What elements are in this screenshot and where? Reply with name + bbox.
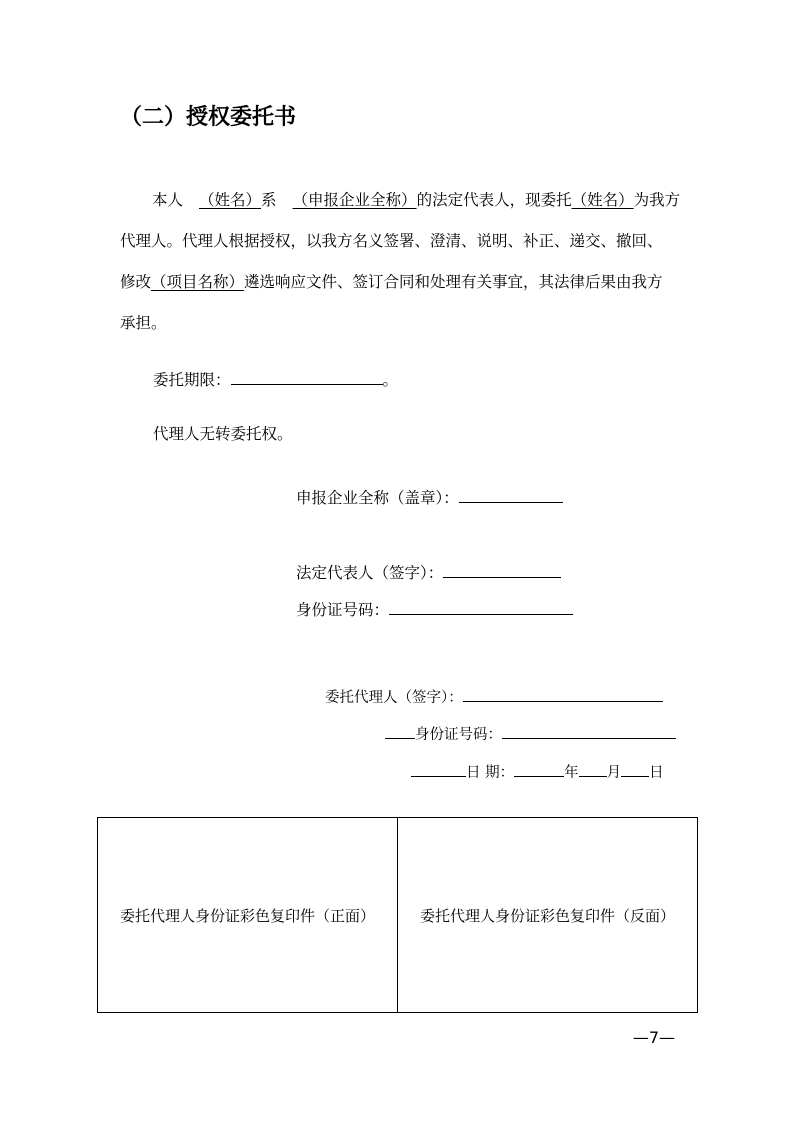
text-segment: 的法定代表人，现委托 <box>416 191 572 209</box>
agent-name-field: （姓名） <box>571 191 634 209</box>
id-copy-table <box>97 817 698 1013</box>
id-copy-back-cell: 委托代理人身份证彩色复印件（反面） <box>398 818 698 1013</box>
term-label: 委托期限： <box>153 371 231 389</box>
legal-rep-line <box>296 561 561 583</box>
term-end: 。 <box>382 371 399 389</box>
text-segment: 为我方 <box>633 191 681 209</box>
company-name-field: （申报企业全称） <box>292 191 417 209</box>
principal-name-field: （姓名） <box>199 191 262 209</box>
agent-sign-blank <box>463 686 663 702</box>
day-label: 日 <box>649 765 664 781</box>
year-label: 年 <box>564 765 579 781</box>
paragraph-line-4: 承担。 <box>120 314 167 332</box>
company-seal-label: 申报企业全称（盖章）： <box>296 489 459 507</box>
id-copy-front-cell: 委托代理人身份证彩色复印件（正面） <box>98 818 398 1013</box>
term-line <box>153 368 398 390</box>
project-name-field: （项目名称） <box>151 273 245 291</box>
page-number: —7— <box>632 1028 675 1047</box>
legal-rep-label: 法定代表人（签字）： <box>296 564 444 582</box>
day-blank <box>621 761 649 777</box>
text-segment: 修改 <box>120 273 152 291</box>
company-seal-blank <box>459 487 563 503</box>
month-blank <box>579 761 607 777</box>
id-copy-row <box>98 818 698 1013</box>
authorization-paragraph <box>120 188 680 338</box>
agent-id-prefix-blank <box>385 723 415 739</box>
agent-id-blank <box>502 723 676 739</box>
legal-rep-id-label: 身份证号码： <box>296 601 390 619</box>
text-segment: 本人 <box>152 191 184 209</box>
agent-sign-label: 委托代理人（签字）： <box>325 690 463 706</box>
date-prefix-blank <box>411 761 466 777</box>
agent-id-label: 身份证号码： <box>415 727 502 743</box>
paragraph-line-2: 代理人。代理人根据授权，以我方名义签署、澄清、说明、补正、递交、撤回、 <box>120 232 663 250</box>
legal-rep-id-blank <box>389 599 573 615</box>
year-blank <box>514 761 564 777</box>
term-blank <box>231 369 383 385</box>
month-label: 月 <box>606 765 622 781</box>
text-segment: 遴选响应文件、签订合同和处理有关事宜，其法律后果由我方 <box>244 273 663 291</box>
paragraph-line-3 <box>120 270 663 292</box>
date-label: 日 期： <box>466 765 515 781</box>
paragraph-line-1 <box>120 188 680 210</box>
agent-sign-line <box>325 686 663 707</box>
document-title: （二）授权委托书 <box>120 105 297 130</box>
legal-rep-id-line <box>296 598 573 620</box>
text-segment: 系 <box>261 191 277 209</box>
legal-rep-blank <box>443 562 561 578</box>
agent-id-line <box>385 723 676 744</box>
no-transfer-text: 代理人无转委托权。 <box>153 425 293 443</box>
date-line <box>411 761 664 782</box>
company-seal-line <box>296 486 563 508</box>
